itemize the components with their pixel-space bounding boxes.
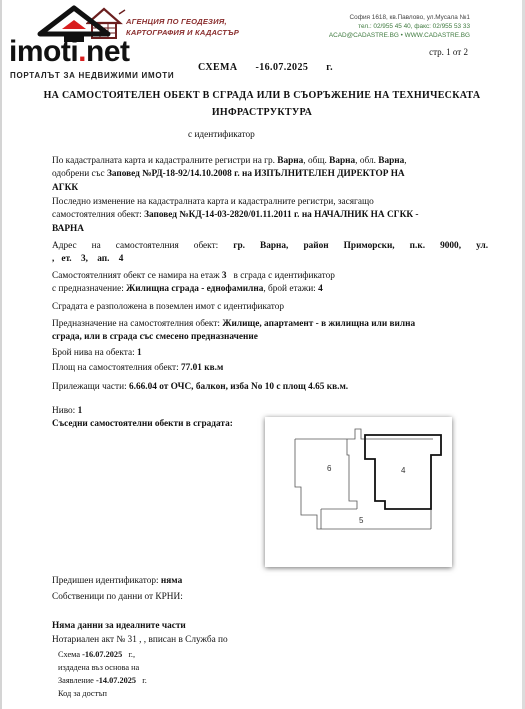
text: Ниво: [52,406,76,416]
floor-block [52,270,488,297]
use-value: Жилище, апартамент - в жилищна или вилна [222,319,416,329]
text: Няма данни за идеалните части [52,621,186,631]
address-block [52,240,488,267]
text: Предназначение на самостоятелния обект: [52,319,220,329]
address-line2 [52,253,488,266]
unit-label-6: 6 [327,464,332,473]
text: Съседни самостоятелни обекти в сградата: [52,419,233,429]
identifier-label: с идентификатор [188,130,255,140]
address-word: п.к. [409,241,426,251]
address-word: ап. [97,254,110,265]
text: самостоятелния обект: [52,210,142,221]
footer-schema-line [58,649,135,661]
footer-schema-date: -16.07.2025 [82,650,123,659]
address-line1 [52,240,488,253]
address-word: ул. [476,241,489,251]
watermark-logo-text [9,37,130,67]
text: в сграда с идентификатор [233,271,335,281]
address-word: 9000, [440,241,462,251]
text: , обл. [355,156,376,166]
text: Брой нива на обекта: [52,348,135,358]
text: Схема [58,650,81,659]
watermark-name-part2: net [86,35,130,68]
agency-contact [292,13,470,40]
ideal-parts-label [52,620,488,633]
text: Самостоятелният обект се намира на етаж [52,271,220,281]
floor-line [52,270,488,283]
agency-address: София 1618, кв.Павлово, ул.Мусала №1 [349,14,470,21]
page-left-edge [0,0,2,709]
level-value: 1 [77,406,83,416]
floor-value: 3 [221,271,227,281]
address-word: район [303,241,329,251]
address-word: 3, [80,254,88,265]
schema-title [198,62,333,73]
text: Предишен идентификатор: [52,576,159,586]
address-word: , [52,254,55,265]
schema-suffix: г. [326,62,333,73]
watermark-name-part1: imoti [9,35,79,68]
adjacent-value: 6.66.04 от ОЧС, балкон, изба No 10 с площ 4.65 кв.м. [129,382,349,392]
text: , общ. [303,156,327,166]
municipality-value: Варна [329,156,356,166]
prev-id-line [52,575,488,588]
agency-web: ACAD@CADASTRE.BG • WWW.CADASTRE.BG [328,32,470,39]
floors-count-value: 4 [318,284,323,295]
change-order-cont: ВАРНА [52,223,84,234]
text: г., [128,650,136,659]
schema-date: -16.07.2025 [255,62,309,73]
owners-label: Собственици по данни от КРНИ: [52,592,183,602]
use-line1 [52,318,488,331]
text: Прилежащи части: [52,382,127,392]
text: , [404,156,407,166]
heading-line: ИНФРАСТРУКТУРА [211,107,313,118]
unit-label-5: 5 [359,516,364,525]
area-line [52,362,488,375]
approval-order-cont: АГКК [52,182,79,193]
unit-label-4: 4 [401,466,406,475]
building-purpose-value: Жилищна сграда - еднофамилна [126,284,264,295]
cadastral-map-line2 [52,168,488,181]
address-word: гр. [233,241,245,251]
last-change-line1: Последно изменение на кадастралната карта и кадастралните регистри, засягащо [52,197,374,207]
schema-label: СХЕМА [198,62,238,73]
footer-issued-line: издадена въз основа на [58,663,140,672]
text: Заявление [58,676,94,685]
document-heading [38,87,486,121]
text: с предназначение: [52,284,124,295]
cadastral-map-line3 [52,182,488,195]
address-word: 4 [118,254,124,265]
use-line2 [52,331,488,344]
agency-name-line: АГЕНЦИЯ ПО ГЕОДЕЗИЯ, [126,17,227,26]
change-order: Заповед №КД-14-03-2820/01.11.2011 г. на НАЧАЛНИК НА СГКК - [144,210,419,221]
text: одобрени със [52,169,105,180]
floor-plan [265,417,452,567]
address-word: Варна, [260,241,289,251]
agency-name [126,17,276,38]
address-word: Приморски, [343,241,395,251]
notary-line: Нотариален акт № 31 , , вписан в Служба по [52,635,228,645]
levels-value: 1 [137,348,142,358]
heading-line: НА САМОСТОЯТЕЛЕН ОБЕКТ В СГРАДА ИЛИ В СЪОРЪЖЕНИЕ НА ТЕХНИЧЕСКАТА [43,90,481,101]
area-value: 77.01 кв.м [181,363,224,373]
cadastral-map-line1 [52,155,488,168]
approval-order: Заповед №РД-18-92/14.10.2008 г. на ИЗПЪЛНИТЕЛЕН ДИРЕКТОР НА [106,169,405,180]
last-change-line2 [52,209,488,222]
page-number: стр. 1 от 2 [429,47,468,57]
prev-id-value: няма [160,576,183,586]
use-block [52,318,488,345]
watermark-dot: . [78,35,87,68]
address-word: ет. [61,254,72,265]
text: По кадастралната карта и кадастралните регистри на гр. [52,156,275,166]
footer-code-line: Код за достъп [58,689,107,698]
cadastral-map-paragraph [52,155,488,195]
agency-name-line: КАРТОГРАФИЯ И КАДАСТЪР [126,27,240,37]
parcel-line: Сградата е разположена в поземлен имот с идентификатор [52,302,284,312]
adjacent-line [52,381,488,394]
city-value: Варна [277,156,304,166]
address-label: Адрес на самостоятелния обект: [52,241,219,251]
purpose-line [52,283,488,296]
last-change-line3 [52,223,488,236]
text: Площ на самостоятелния обект: [52,363,179,373]
footer-request-date: -14.07.2025 [95,676,137,685]
agency-phone: тел.: 02/955 45 40, факс: 02/955 53 33 [358,23,470,30]
levels-line [52,347,488,360]
watermark-tagline: ПОРТАЛЪТ ЗА НЕДВИЖИМИ ИМОТИ [10,71,175,80]
text: г. [142,676,147,685]
use-value-cont: сграда, или в сграда със смесено предназначение [52,332,258,343]
text: , брой етажи: [263,284,316,295]
footer-request-line [58,675,147,687]
district-value: Варна [378,156,405,166]
last-change-paragraph [52,196,488,236]
floor-plan-drawing [265,417,452,567]
